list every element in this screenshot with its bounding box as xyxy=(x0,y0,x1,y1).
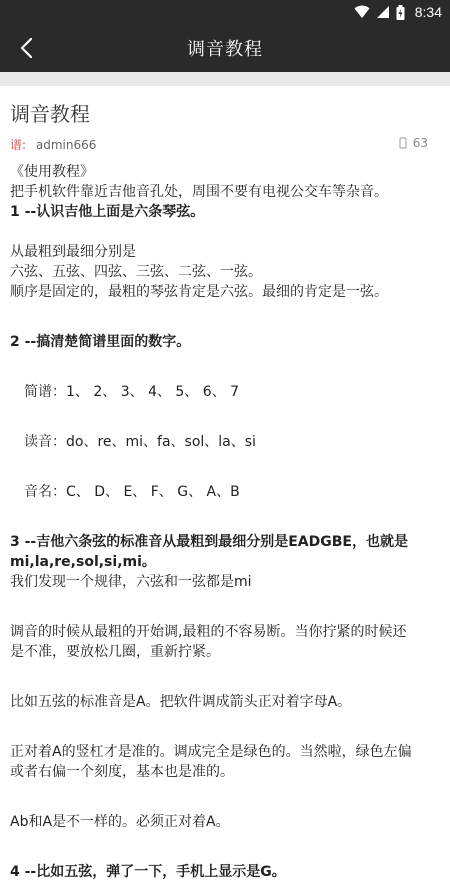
article-line: 是不准，要放松几圈，重新拧紧。 xyxy=(10,644,220,660)
section-heading: 4 --比如五弦，弹了一下，手机上显示是G。 xyxy=(10,864,286,880)
article-line: Ab和A是不一样的。必须正对着A。 xyxy=(10,814,230,830)
header-divider-band xyxy=(0,72,450,86)
app-bar-title: 调音教程 xyxy=(187,39,263,60)
status-bar xyxy=(0,0,450,24)
article-line: 简谱：1、 2、 3、 4、 5、 6、 7 xyxy=(24,384,240,400)
article-line: 比如五弦的标准音是A。把软件调成箭头正对着字母A。 xyxy=(10,694,352,710)
wifi-icon xyxy=(354,5,370,19)
article-line: 读音：do、re、mi、fa、sol、la、si xyxy=(24,434,256,450)
article-line: 《使用教程》 xyxy=(10,164,94,180)
author-label: 谱: xyxy=(10,138,27,152)
article-line: 或者右偏一个刻度，基本也是准的。 xyxy=(10,764,234,780)
view-count xyxy=(399,136,428,150)
article-line: 我们发现一个规律，六弦和一弦都是mi xyxy=(10,574,252,590)
article-title: 调音教程 xyxy=(10,102,90,126)
author-name: admin666 xyxy=(35,138,97,152)
article-line: 调音的时候从最粗的开始调,最粗的不容易断。当你拧紧的时候还 xyxy=(10,624,407,640)
status-time: 8:34 xyxy=(414,4,442,20)
article-meta xyxy=(10,136,440,156)
article-body xyxy=(10,162,440,882)
section-heading: 1 --认识吉他上面是六条琴弦。 xyxy=(10,204,205,220)
app-bar xyxy=(0,24,450,72)
back-button[interactable] xyxy=(6,28,46,68)
article-line: 正对着A的竖杠才是准的。调成完全是绿色的。当然啦，绿色左偏 xyxy=(10,744,412,760)
section-heading: 2 --搞清楚简谱里面的数字。 xyxy=(10,334,191,350)
section-heading: mi,la,re,sol,si,mi。 xyxy=(10,554,156,570)
back-arrow-icon xyxy=(19,37,33,59)
view-count-icon xyxy=(399,137,407,149)
article-content[interactable] xyxy=(0,86,450,880)
battery-icon xyxy=(396,5,405,20)
article-line: 六弦、五弦、四弦、三弦、二弦、一弦。 xyxy=(10,264,262,280)
article-line: 顺序是固定的，最粗的琴弦肯定是六弦。最细的肯定是一弦。 xyxy=(10,284,388,300)
signal-icon xyxy=(376,5,390,19)
article-line: 把手机软件靠近吉他音孔处，周围不要有电视公交车等杂音。 xyxy=(10,184,388,200)
section-heading: 3 --吉他六条弦的标准音从最粗到最细分别是EADGBE，也就是 xyxy=(10,534,408,550)
article-line: 音名：C、 D、 E、 F、 G、 A、B xyxy=(24,484,240,500)
view-count-value: 63 xyxy=(412,136,428,150)
article-line: 从最粗到最细分别是 xyxy=(10,244,136,260)
